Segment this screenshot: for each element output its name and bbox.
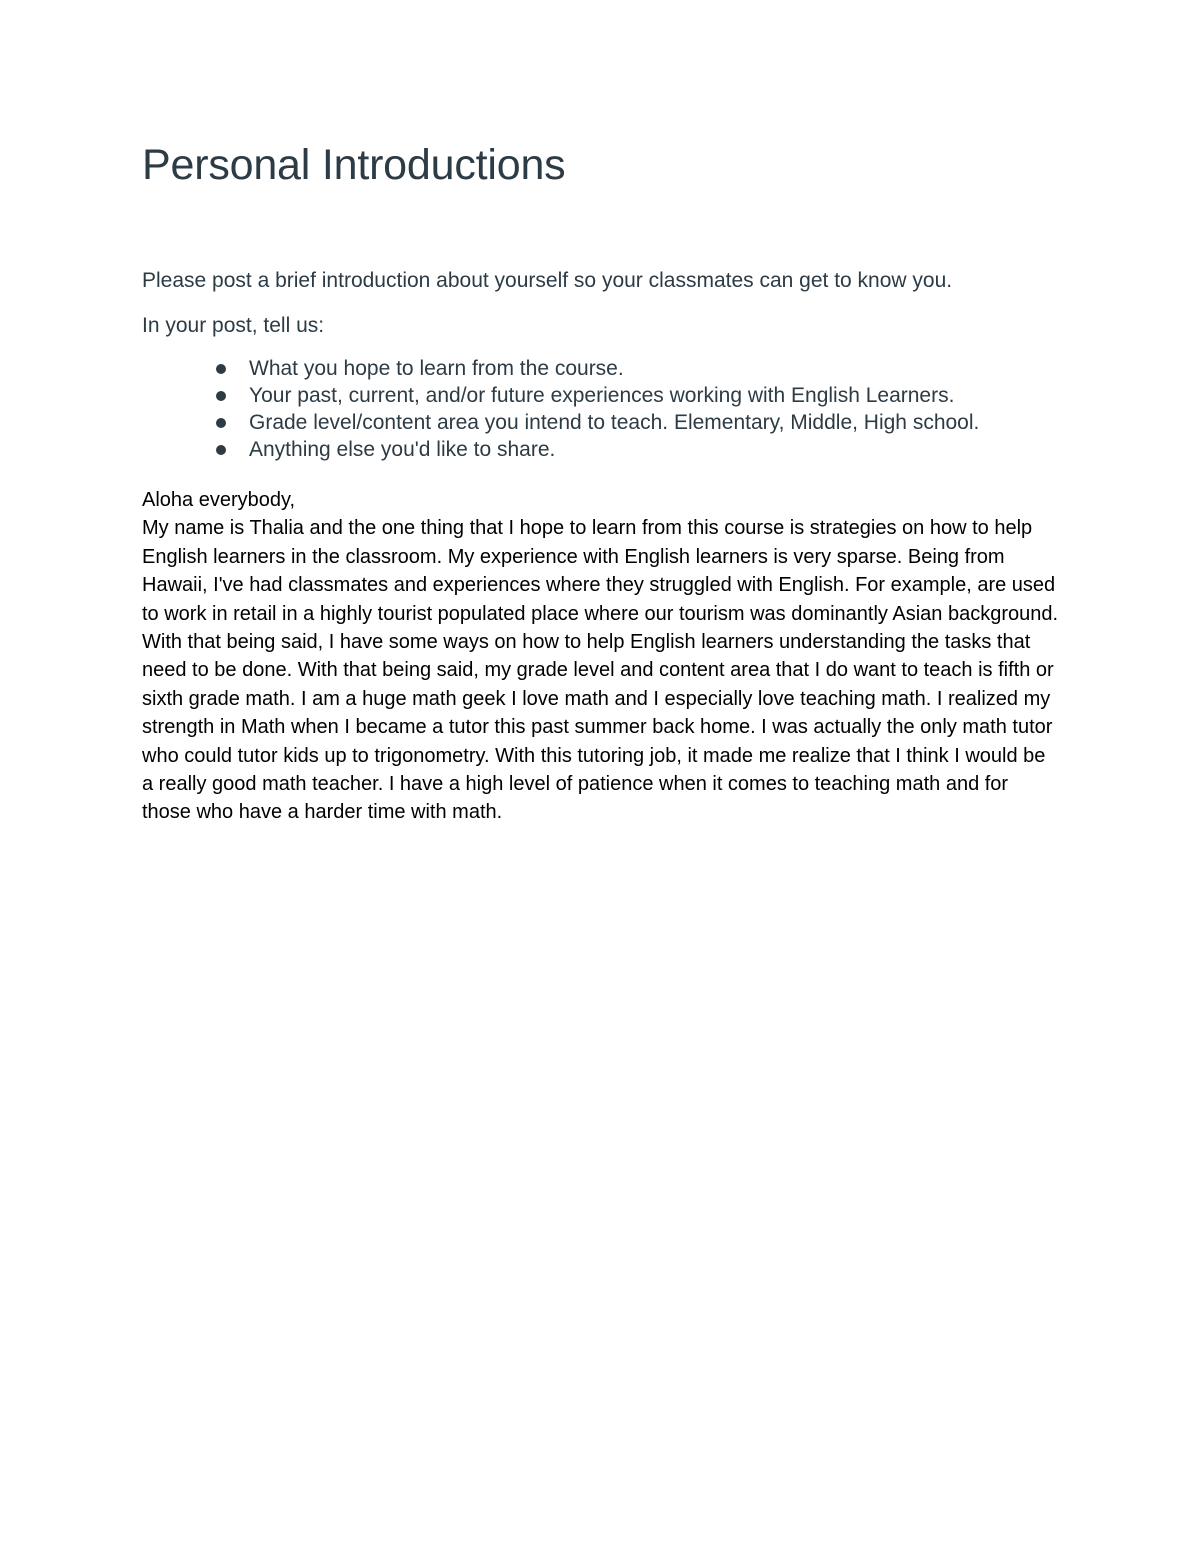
list-item bbox=[249, 409, 989, 436]
prompt-bullet-list bbox=[142, 355, 989, 463]
page-title: Personal Introductions bbox=[142, 141, 566, 189]
post-body: My name is Thalia and the one thing that I hope to learn from this course is strategies on how to help English learners in the classroom. My experience with English learners is very sparse. Being from Hawaii, I've had classmates and experiences where they struggled with English. For example, are used to work in retail in a highly tourist populated place where our tourism was dominantly Asian background. With that being said, I have some ways on how to help English learners understanding the tasks that need to be done. With that being said, my grade level and content area that I do want to teach is fifth or sixth grade math. I am a huge math geek I love math and I especially love teaching math. I realized my strength in Math when I became a tutor this past summer back home. I was actually the only math tutor who could tutor kids up to trigonometry. With this tutoring job, it made me realize that I think I would be a really good math teacher. I have a high level of patience when it comes to teaching math and for those who have a harder time with math. bbox=[142, 517, 1059, 824]
list-item-text: What you hope to learn from the course. bbox=[249, 357, 624, 380]
bullet-icon bbox=[216, 364, 226, 374]
bullet-icon bbox=[216, 445, 226, 455]
list-item-text: Grade level/content area you intend to teach. Elementary, Middle, High school. bbox=[249, 411, 980, 434]
post-greeting: Aloha everybody, bbox=[142, 489, 296, 511]
prompt-tell: In your post, tell us: bbox=[142, 314, 325, 337]
list-item bbox=[249, 436, 989, 463]
list-item-text: Anything else you'd like to share. bbox=[249, 438, 556, 461]
list-item-text: Your past, current, and/or future experiences working with English Learners. bbox=[249, 384, 955, 407]
introduction-post bbox=[142, 486, 1062, 827]
bullet-icon bbox=[216, 418, 226, 428]
list-item bbox=[249, 382, 989, 409]
list-item bbox=[249, 355, 989, 382]
bullet-icon bbox=[216, 391, 226, 401]
document-content bbox=[142, 138, 1062, 827]
prompt-intro: Please post a brief introduction about yourself so your classmates can get to know you. bbox=[142, 269, 953, 292]
